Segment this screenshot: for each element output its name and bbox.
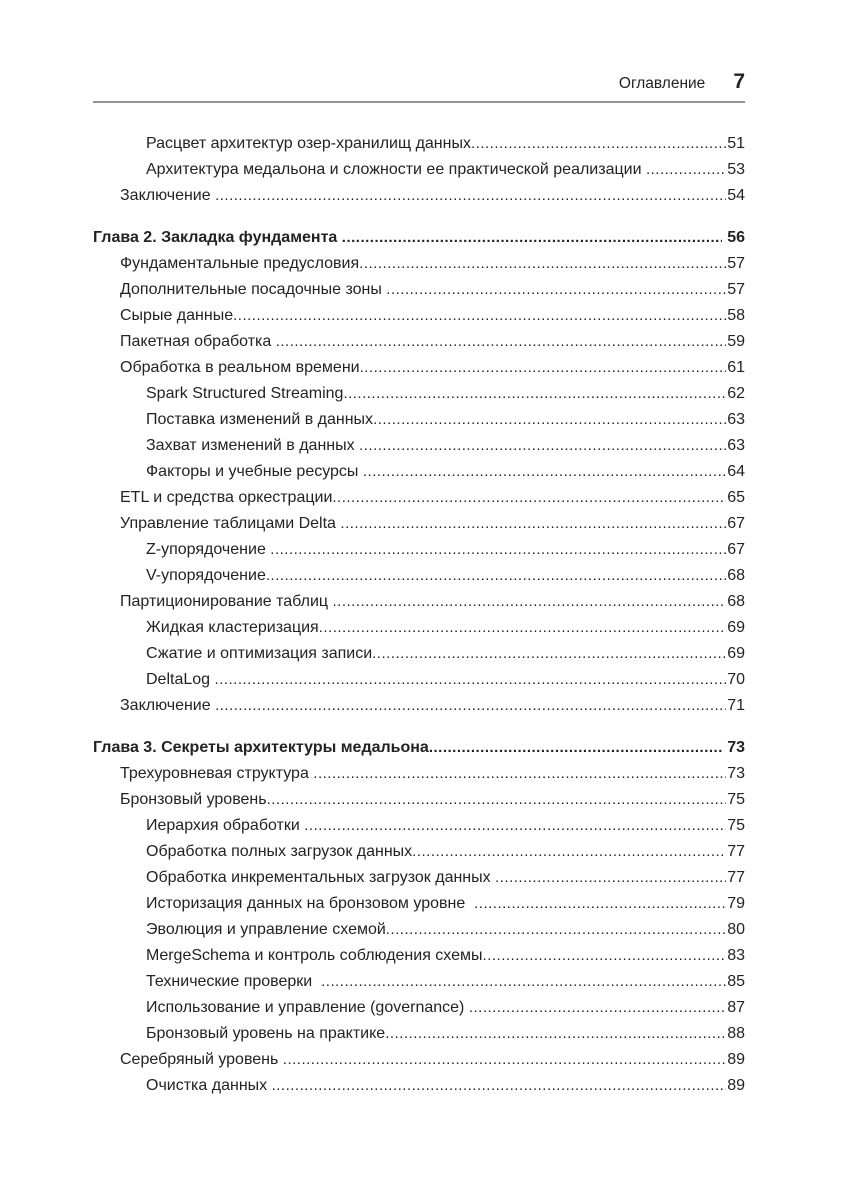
dot-leader — [304, 813, 726, 839]
dot-leader — [215, 183, 726, 209]
toc-entry-page: 77 — [727, 869, 745, 886]
toc-entry-page: 63 — [727, 411, 745, 428]
toc-entry-page: 83 — [727, 947, 745, 964]
toc-entry-title: Жидкая кластеризация — [146, 619, 319, 636]
dot-leader — [363, 459, 726, 485]
toc-entry-page: 73 — [727, 765, 745, 782]
toc-entry-page: 88 — [727, 1025, 745, 1042]
toc-entry-row — [93, 183, 745, 209]
toc-entry-page: 64 — [727, 463, 745, 480]
toc-entry-row — [93, 381, 745, 407]
toc-entry-row — [93, 303, 745, 329]
dot-leader — [429, 735, 722, 761]
toc-entry-row — [93, 157, 745, 183]
dot-leader — [359, 433, 726, 459]
toc-entry-page: 65 — [727, 489, 745, 506]
toc-entry-title: Заключение — [120, 187, 216, 204]
dot-leader — [233, 303, 726, 329]
toc-entry-page: 59 — [727, 333, 745, 350]
toc-entry-title: Поставка изменений в данных — [146, 411, 374, 428]
toc-entry-row — [93, 667, 745, 693]
toc-entry-page: 80 — [727, 921, 745, 938]
dot-leader — [471, 131, 726, 157]
toc-entry-page: 57 — [727, 281, 745, 298]
toc-entry-row — [93, 813, 745, 839]
dot-leader — [319, 615, 727, 641]
toc-entry-page: 67 — [727, 515, 745, 532]
toc-entry-page: 70 — [727, 671, 745, 688]
toc-entry-title: Обработка в реальном времени — [120, 359, 360, 376]
toc-entry-page: 71 — [727, 697, 745, 714]
toc-entry-row — [93, 511, 745, 537]
dot-leader — [215, 667, 727, 693]
toc-entry-row — [93, 277, 745, 303]
toc-entry-row — [93, 995, 745, 1021]
dot-leader — [342, 225, 722, 251]
toc-entry-title: Дополнительные посадочные зоны — [120, 281, 387, 298]
dot-leader — [646, 157, 726, 183]
dot-leader — [266, 563, 726, 589]
toc-chapter-row — [93, 225, 745, 251]
toc-entry-row — [93, 329, 745, 355]
toc-entry-page: 54 — [727, 187, 745, 204]
dot-leader — [215, 693, 726, 719]
toc-entry-title: Сжатие и оптимизация записи — [146, 645, 373, 662]
toc-entry-title: Серебряный уровень — [120, 1051, 283, 1068]
toc-entry-page: 68 — [727, 593, 745, 610]
toc-entry-title: Иерархия обработки — [146, 817, 305, 834]
dot-leader — [495, 865, 726, 891]
toc-entry-row — [93, 1073, 745, 1099]
dot-leader — [272, 1073, 727, 1099]
toc-entry-page: 89 — [727, 1051, 745, 1068]
toc-chapter-row — [93, 735, 745, 761]
dot-leader — [483, 943, 727, 969]
dot-leader — [360, 355, 727, 381]
toc-entry-row — [93, 355, 745, 381]
dot-leader — [267, 787, 727, 813]
toc-entry-row — [93, 943, 745, 969]
toc-entry-row — [93, 761, 745, 787]
dot-leader — [469, 995, 726, 1021]
toc-entry-page: 75 — [727, 817, 745, 834]
toc-entry-title: Глава 2. Закладка фундамента — [93, 229, 342, 246]
toc-entry-row — [93, 1021, 745, 1047]
toc-entry-row — [93, 641, 745, 667]
running-head-page-number: 7 — [733, 70, 745, 93]
toc-entry-row — [93, 433, 745, 459]
running-head-title: Оглавление — [618, 75, 706, 92]
toc-entry-page: 89 — [727, 1077, 745, 1094]
toc-entry-title: Сырые данные — [120, 307, 234, 324]
dot-leader — [474, 891, 726, 917]
toc-entry-page: 57 — [727, 255, 745, 272]
toc-entry-row — [93, 1047, 745, 1073]
toc-entry-row — [93, 615, 745, 641]
toc-entry-title: V-упорядочение — [146, 567, 266, 584]
dot-leader — [283, 1047, 726, 1073]
toc-entry-title: Фундаментальные предусловия — [120, 255, 360, 272]
toc-entry-page: 62 — [727, 385, 745, 402]
toc-entry-title: Z-упорядочение — [146, 541, 271, 558]
toc-entry-page: 77 — [727, 843, 745, 860]
dot-leader — [321, 969, 726, 995]
dot-leader — [386, 917, 726, 943]
toc-entry-row — [93, 865, 745, 891]
toc-entry-row — [93, 485, 745, 511]
toc-entry-row — [93, 407, 745, 433]
toc-list — [93, 131, 745, 1099]
dot-leader — [412, 839, 726, 865]
toc-entry-title: Факторы и учебные ресурсы — [146, 463, 363, 480]
toc-entry-title: Партиционирование таблиц — [120, 593, 333, 610]
toc-entry-page: 56 — [727, 229, 745, 246]
dot-leader — [276, 329, 726, 355]
dot-leader — [270, 537, 726, 563]
dot-leader — [386, 277, 726, 303]
toc-entry-title: Технические проверки — [146, 973, 322, 990]
toc-entry-page: 69 — [727, 619, 745, 636]
toc-entry-title: Spark Structured Streaming — [146, 385, 344, 402]
toc-entry-page: 85 — [727, 973, 745, 990]
toc-entry-title: Захват изменений в данных — [146, 437, 360, 454]
page-header — [93, 70, 745, 94]
dot-leader — [372, 641, 726, 667]
toc-entry-title: Использование и управление (governance) — [146, 999, 469, 1016]
toc-entry-title: Эволюция и управление схемой — [146, 921, 386, 938]
dot-leader — [343, 381, 726, 407]
dot-leader — [332, 485, 726, 511]
dot-leader — [340, 511, 726, 537]
toc-entry-title: Обработка инкрементальных загрузок данных — [146, 869, 496, 886]
toc-entry-row — [93, 969, 745, 995]
toc-entry-page: 53 — [727, 161, 745, 178]
toc-entry-page: 79 — [727, 895, 745, 912]
toc-entry-page: 58 — [727, 307, 745, 324]
toc-entry-title: Пакетная обработка — [120, 333, 276, 350]
toc-entry-row — [93, 563, 745, 589]
toc-entry-title: Архитектура медальона и сложности ее практической реализации — [146, 161, 646, 178]
toc-entry-page: 51 — [727, 135, 745, 152]
toc-entry-page: 61 — [727, 359, 745, 376]
toc-entry-title: Историзация данных на бронзовом уровне — [146, 895, 475, 912]
dot-leader — [373, 407, 726, 433]
toc-entry-row — [93, 537, 745, 563]
toc-entry-title: MergeSchema и контроль соблюдения схемы — [146, 947, 483, 964]
toc-entry-page: 69 — [727, 645, 745, 662]
toc-entry-row — [93, 917, 745, 943]
toc-entry-row — [93, 251, 745, 277]
toc-entry-page: 87 — [727, 999, 745, 1016]
toc-entry-title: Очистка данных — [146, 1077, 272, 1094]
toc-entry-title: Бронзовый уровень — [120, 791, 267, 808]
toc-entry-title: Трехуровневая структура — [120, 765, 314, 782]
toc-entry-title: Бронзовый уровень на практике — [146, 1025, 386, 1042]
toc-entry-title: Обработка полных загрузок данных — [146, 843, 413, 860]
toc-entry-page: 68 — [727, 567, 745, 584]
toc-entry-page: 63 — [727, 437, 745, 454]
toc-entry-row — [93, 839, 745, 865]
header-rule — [93, 101, 745, 103]
dot-leader — [385, 1021, 726, 1047]
toc-entry-page: 73 — [727, 739, 745, 756]
toc-entry-title: Глава 3. Секреты архитектуры медальона — [93, 739, 429, 756]
toc-entry-title: ETL и средства оркестрации — [120, 489, 333, 506]
toc-entry-title: Заключение — [120, 697, 216, 714]
toc-entry-row — [93, 589, 745, 615]
toc-entry-title: Управление таблицами Delta — [120, 515, 341, 532]
toc-entry-title: Расцвет архитектур озер-хранилищ данных — [146, 135, 471, 152]
toc-entry-row — [93, 131, 745, 157]
dot-leader — [359, 251, 726, 277]
toc-entry-row — [93, 459, 745, 485]
dot-leader — [313, 761, 726, 787]
toc-entry-row — [93, 787, 745, 813]
toc-entry-row — [93, 693, 745, 719]
toc-entry-row — [93, 891, 745, 917]
toc-entry-title: DeltaLog — [146, 671, 215, 688]
toc-entry-page: 75 — [727, 791, 745, 808]
dot-leader — [333, 589, 727, 615]
toc-entry-page: 67 — [727, 541, 745, 558]
